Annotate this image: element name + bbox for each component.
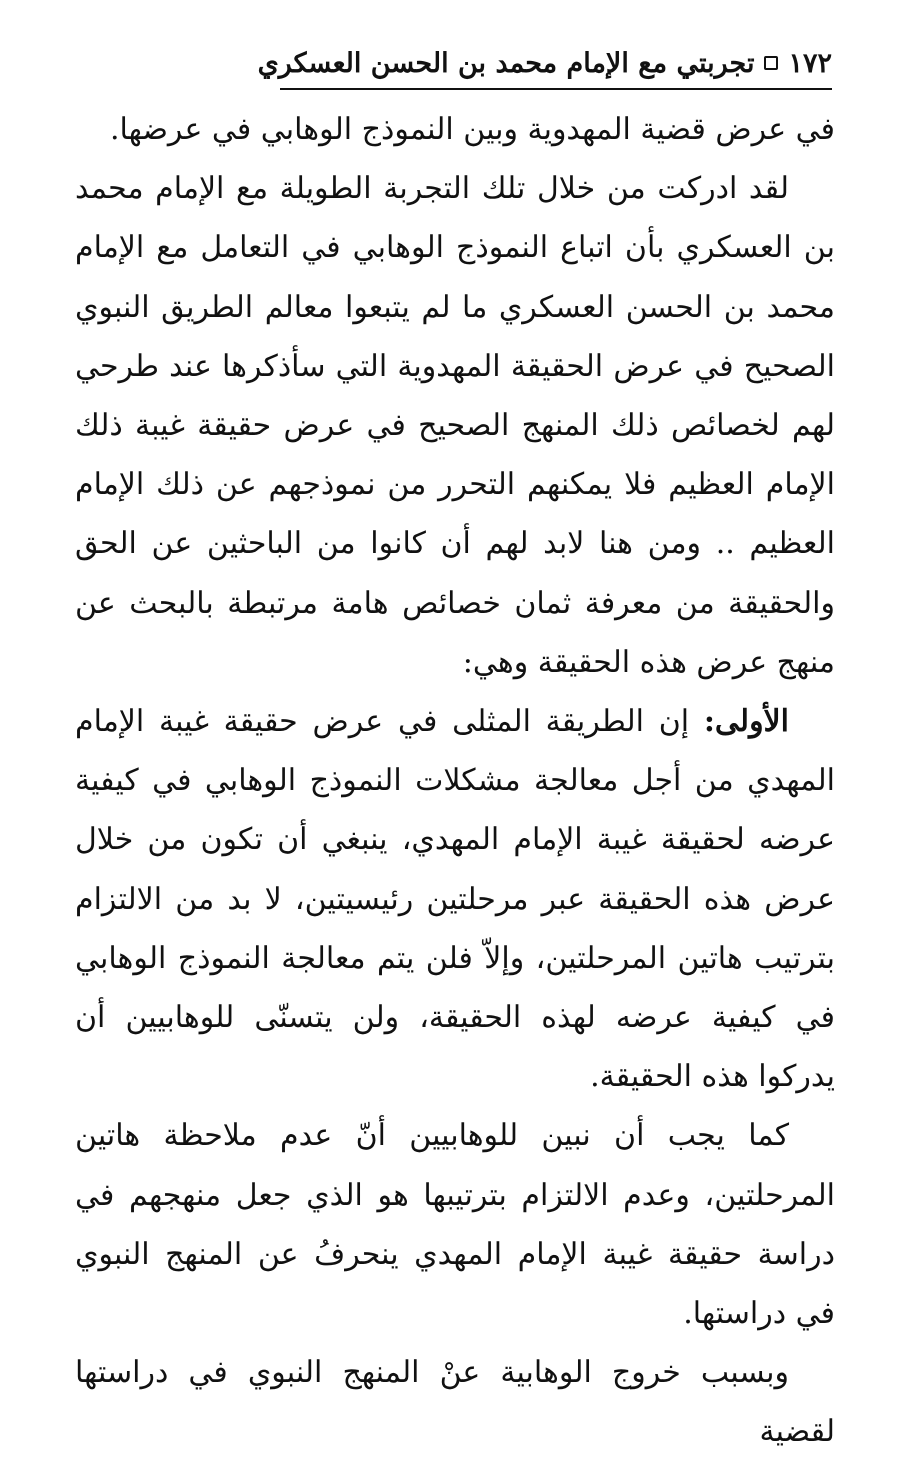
paragraph-continuation: في عرض قضية المهدوية وبين النموذج الوهابي في عرضها. [109, 112, 835, 147]
paragraph: كما يجب أن نبين للوهابيين أنّ عدم ملاحظة هاتين المرحلتين، وعدم الالتزام بترتيبها هو الذي جعل منهجهم في دراسة حقيقة غيبة الإمام المهدي ينحرفُ عن المنهج النبوي في دراستها. [75, 1118, 835, 1332]
running-title: تجربتي مع الإمام محمد بن الحسن العسكري [257, 47, 755, 79]
body-text [75, 100, 835, 1462]
paragraph-body: إن الطريقة المثلى في عرض حقيقة غيبة الإمام المهدي من أجل معالجة مشكلات النموذج الوهابي في كيفية عرضه لحقيقة غيبة الإمام المهدي، ينبغي أن تكون من خلال عرض هذه الحقيقة عبر مرحلتين رئيسيتين، لا بد من الالتزام بترتيب هاتين المرحلتين، وإلاّ فلن يتم معالجة النموذج الوهابي في كيفية عرضه لهذه الحقيقة، ولن يتسنّى للوهابيين أن يدركوا هذه الحقيقة. [75, 704, 835, 1095]
paragraph: لقد ادركت من خلال تلك التجربة الطويلة مع الإمام محمد بن العسكري بأن اتباع النموذج الوهابي في التعامل مع الإمام محمد بن الحسن العسكري ما لم يتبعوا معالم الطريق النبوي الصحيح في عرض الحقيقة المهدوية التي سأذكرها عند طرحي لهم لخصائص ذلك المنهج الصحيح في عرض حقيقة غيبة ذلك الإمام العظيم فلا يمكنهم التحرر من نموذجهم عن ذلك الإمام العظيم .. ومن هنا لابد لهم أن كانوا من الباحثين عن الحق والحقيقة من معرفة ثمان خصائص هامة مرتبطة بالبحث عن منهج عرض هذه الحقيقة وهي: [75, 171, 835, 680]
paragraph-first-feature [75, 692, 835, 1106]
header-rule [280, 88, 832, 90]
paragraph: وبسبب خروج الوهابية عنْ المنهج النبوي في دراستها لقضية [75, 1355, 835, 1450]
paragraph-lead-word: الأولى: [703, 704, 789, 740]
page-header [74, 40, 832, 86]
square-bullet-icon [764, 56, 778, 70]
page-number: ١٧٢ [788, 47, 832, 79]
